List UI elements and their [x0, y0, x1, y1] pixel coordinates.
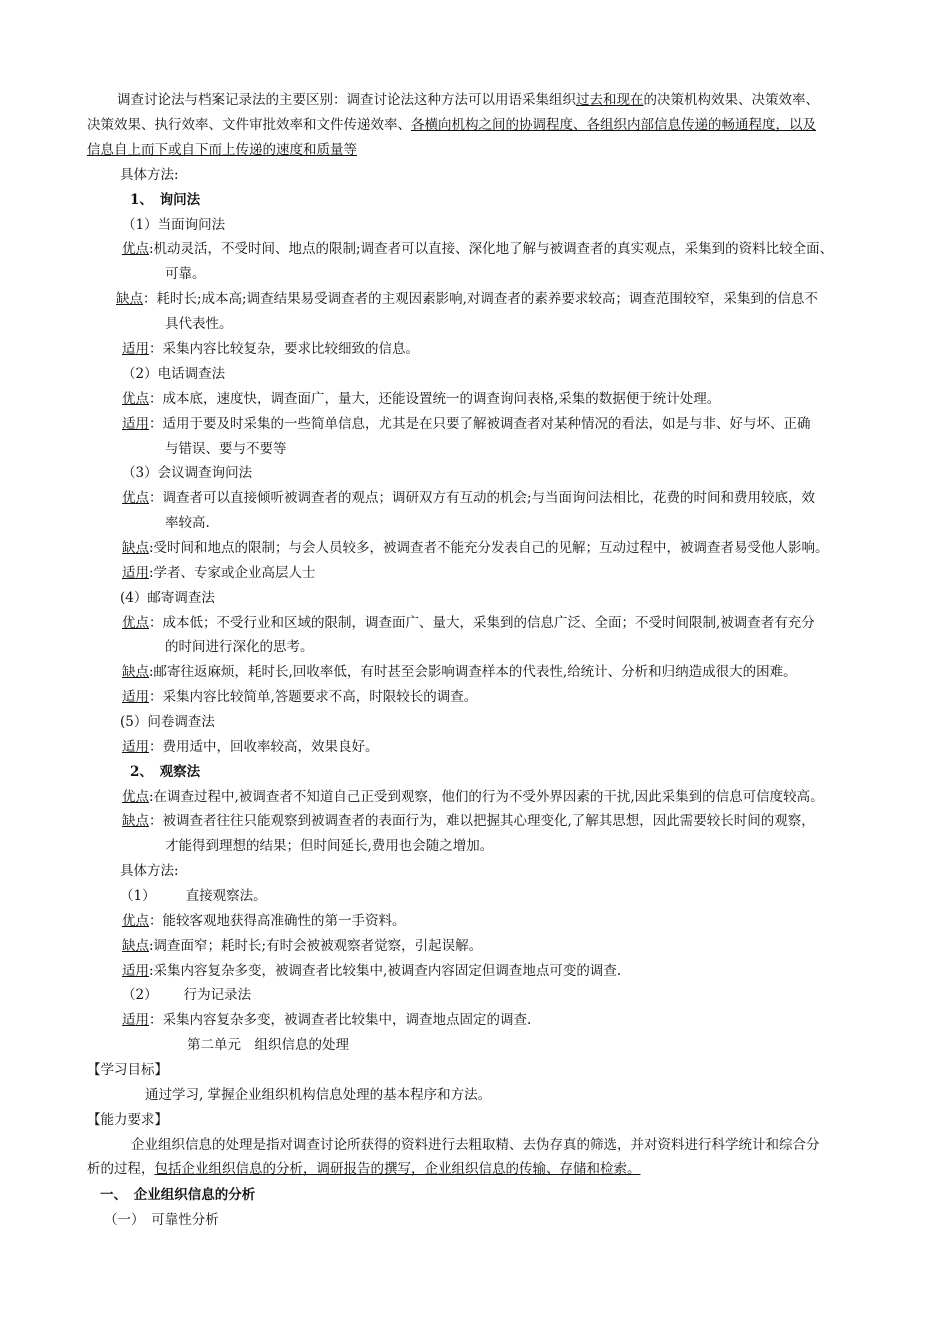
intro-text: 的决策机构效果、决策效率、 [643, 92, 819, 108]
pros-text: ：成本低；不受行业和区域的限制，调查面广、量大，采集到的信息广泛、全面；不受时间限制,被调查者有充分 [149, 615, 815, 631]
item-number: （2） [122, 987, 158, 1003]
cons-text: ：被调查者往往只能观察到被调查者的表面行为，难以把握其心理变化,了解其思想，因此需要较长时间的观察， [149, 813, 815, 829]
pros-text: ：调查者可以直接倾听被调查者的观点；调研双方有互动的机会;与当面询问法相比，花费的时间和费用较底，效 [149, 490, 816, 506]
cons-label: 缺点 [122, 938, 149, 954]
intro-line-1 [117, 91, 819, 109]
pros-label: 优点 [122, 913, 149, 929]
fit-text: ：采集内容复杂多变，被调查者比较集中，调查地点固定的调查. [149, 1012, 532, 1028]
fit-label: 适用 [122, 689, 149, 705]
fit-label: 适用 [122, 739, 149, 755]
method-3-fit [122, 564, 316, 582]
cons-label: 缺点 [116, 291, 143, 307]
ability-text: 析的过程， [87, 1161, 155, 1177]
cons-text: :邮寄往返麻烦，耗时长,回收率低，有时甚至会影响调查样本的代表性,给统计、分析和归纳造成很大的困难。 [149, 664, 797, 680]
fit-text: ：采集内容比较简单,答题要求不高，时限较长的调查。 [149, 689, 478, 705]
method-1-title: （1）当面询问法 [122, 217, 226, 233]
intro-text: 决策效果、执行效率、文件审批效率和文件传递效率、 [87, 117, 411, 133]
unit-2-title: 第二单元 组织信息的处理 [187, 1037, 349, 1053]
fit-text: ：采集内容比较复杂，要求比较细致的信息。 [149, 341, 419, 357]
section-1-title: 1、 询问法 [130, 192, 201, 208]
method-1-fit [122, 340, 419, 358]
method-3-pros [122, 489, 815, 507]
section-2-cons-cont: 才能得到理想的结果；但时间延长,费用也会随之增加。 [165, 838, 494, 854]
pros-text: :机动灵活，不受时间、地点的限制;调查者可以直接、深化地了解与被调查者的真实观点，采集到的资料比较全面、 [149, 241, 834, 257]
method-4-fit [122, 688, 477, 706]
section-heading-analysis: 一、 企业组织信息的分析 [100, 1187, 256, 1203]
method-2-title: （2）电话调查法 [122, 366, 226, 382]
pros-text: ：能较客观地获得高准确性的第一手资料。 [149, 913, 406, 929]
fit-text: :学者、专家或企业高层人士 [149, 565, 316, 581]
methods-label: 具体方法: [120, 167, 179, 183]
ability-label: 【能力要求】 [87, 1112, 168, 1128]
fit-label: 适用 [122, 963, 149, 979]
fit-label: 适用 [122, 1012, 149, 1028]
ability-underlined: 包括企业组织信息的分析，调研报告的撰写，企业组织信息的传输、存储和检索。 [154, 1161, 641, 1177]
method-1-cons [116, 290, 818, 308]
fit-text: :采集内容复杂多变，被调查者比较集中,被调查内容固定但调查地点可变的调查. [149, 963, 622, 979]
pros-label: 优点 [122, 490, 149, 506]
method-3-cons [122, 539, 829, 557]
cons-text: ：耗时长;成本高;调查结果易受调查者的主观因素影响,对调查者的素养要求较高；调查范围较窄，采集到的信息不 [143, 291, 818, 307]
item-number: （1） [120, 888, 156, 904]
method-2-fit [122, 415, 811, 433]
behavior-record-title [122, 986, 251, 1004]
cons-label: 缺点 [122, 664, 149, 680]
pros-label: 优点 [122, 391, 149, 407]
fit-label: 适用 [122, 416, 149, 432]
item-title: 行为记录法 [183, 987, 252, 1003]
intro-text: 调查讨论法与档案记录法的主要区别：调查讨论法这种方法可以用语采集组织 [117, 92, 576, 108]
method-2-fit-cont: 与错误、要与不要等 [165, 441, 287, 457]
method-5-title: (5）问卷调查法 [120, 714, 215, 730]
behavior-record-fit [122, 1011, 531, 1029]
ability-line-2 [87, 1160, 641, 1178]
fit-label: 适用 [122, 565, 149, 581]
pros-text: ：成本底，速度快，调查面广，量大，还能设置统一的调查询问表格,采集的数据便于统计处理。 [149, 391, 721, 407]
cons-label: 缺点 [122, 540, 149, 556]
section-2-cons [122, 812, 815, 830]
subsection-reliability: （一） 可靠性分析 [104, 1212, 219, 1228]
cons-text: :调查面窄；耗时长;有时会被被观察者觉察，引起误解。 [149, 938, 483, 954]
method-4-title: (4）邮寄调查法 [120, 590, 215, 606]
section-2-methods-label: 具体方法: [120, 863, 179, 879]
intro-line-3: 信息自上而下或自下而上传递的速度和质量等 [87, 142, 357, 158]
method-1-pros [122, 240, 833, 258]
section-2-pros [122, 788, 824, 806]
method-4-pros [122, 614, 815, 632]
method-1-pros-cont: 可靠。 [165, 266, 206, 282]
intro-line-2 [87, 116, 816, 134]
fit-text: ：适用于要及时采集的一些简单信息，尤其是在只要了解被调查者对某种情况的看法，如是与非、好与坏、正确 [149, 416, 811, 432]
intro-underlined: 各横向机构之间的协调程度、各组织内部信息传递的畅通程度，以及 [411, 117, 816, 133]
pros-label: 优点 [122, 241, 149, 257]
method-4-pros-cont: 的时间进行深化的思考。 [165, 639, 314, 655]
direct-observation-fit [122, 962, 621, 980]
direct-observation-cons [122, 937, 482, 955]
fit-label: 适用 [122, 341, 149, 357]
pros-text: :在调查过程中,被调查者不知道自己正受到观察，他们的行为不受外界因素的干扰,因此采集到的信息可信度较高。 [149, 789, 824, 805]
direct-observation-title [120, 887, 267, 905]
learning-goal-label: 【学习目标】 [87, 1062, 168, 1078]
item-title: 直接观察法。 [185, 888, 267, 904]
learning-goal-text: 通过学习, 掌握企业组织机构信息处理的基本程序和方法。 [145, 1087, 492, 1103]
intro-underlined: 过去和现在 [576, 92, 644, 108]
method-1-cons-cont: 具代表性。 [165, 316, 233, 332]
method-3-pros-cont: 率较高. [165, 515, 210, 531]
pros-label: 优点 [122, 789, 149, 805]
section-2-title: 2、 观察法 [130, 764, 201, 780]
cons-label: 缺点 [122, 813, 149, 829]
ability-line-1: 企业组织信息的处理是指对调查讨论所获得的资料进行去粗取精、去伪存真的筛选，并对资料进行科学统计和综合分 [131, 1137, 820, 1153]
method-4-cons [122, 663, 797, 681]
method-5-fit [122, 738, 379, 756]
cons-text: :受时间和地点的限制；与会人员较多，被调查者不能充分发表自己的见解；互动过程中，被调查者易受他人影响。 [149, 540, 829, 556]
fit-text: ：费用适中，回收率较高，效果良好。 [149, 739, 379, 755]
direct-observation-pros [122, 912, 406, 930]
pros-label: 优点 [122, 615, 149, 631]
method-3-title: （3）会议调查询问法 [122, 465, 253, 481]
method-2-pros [122, 390, 720, 408]
